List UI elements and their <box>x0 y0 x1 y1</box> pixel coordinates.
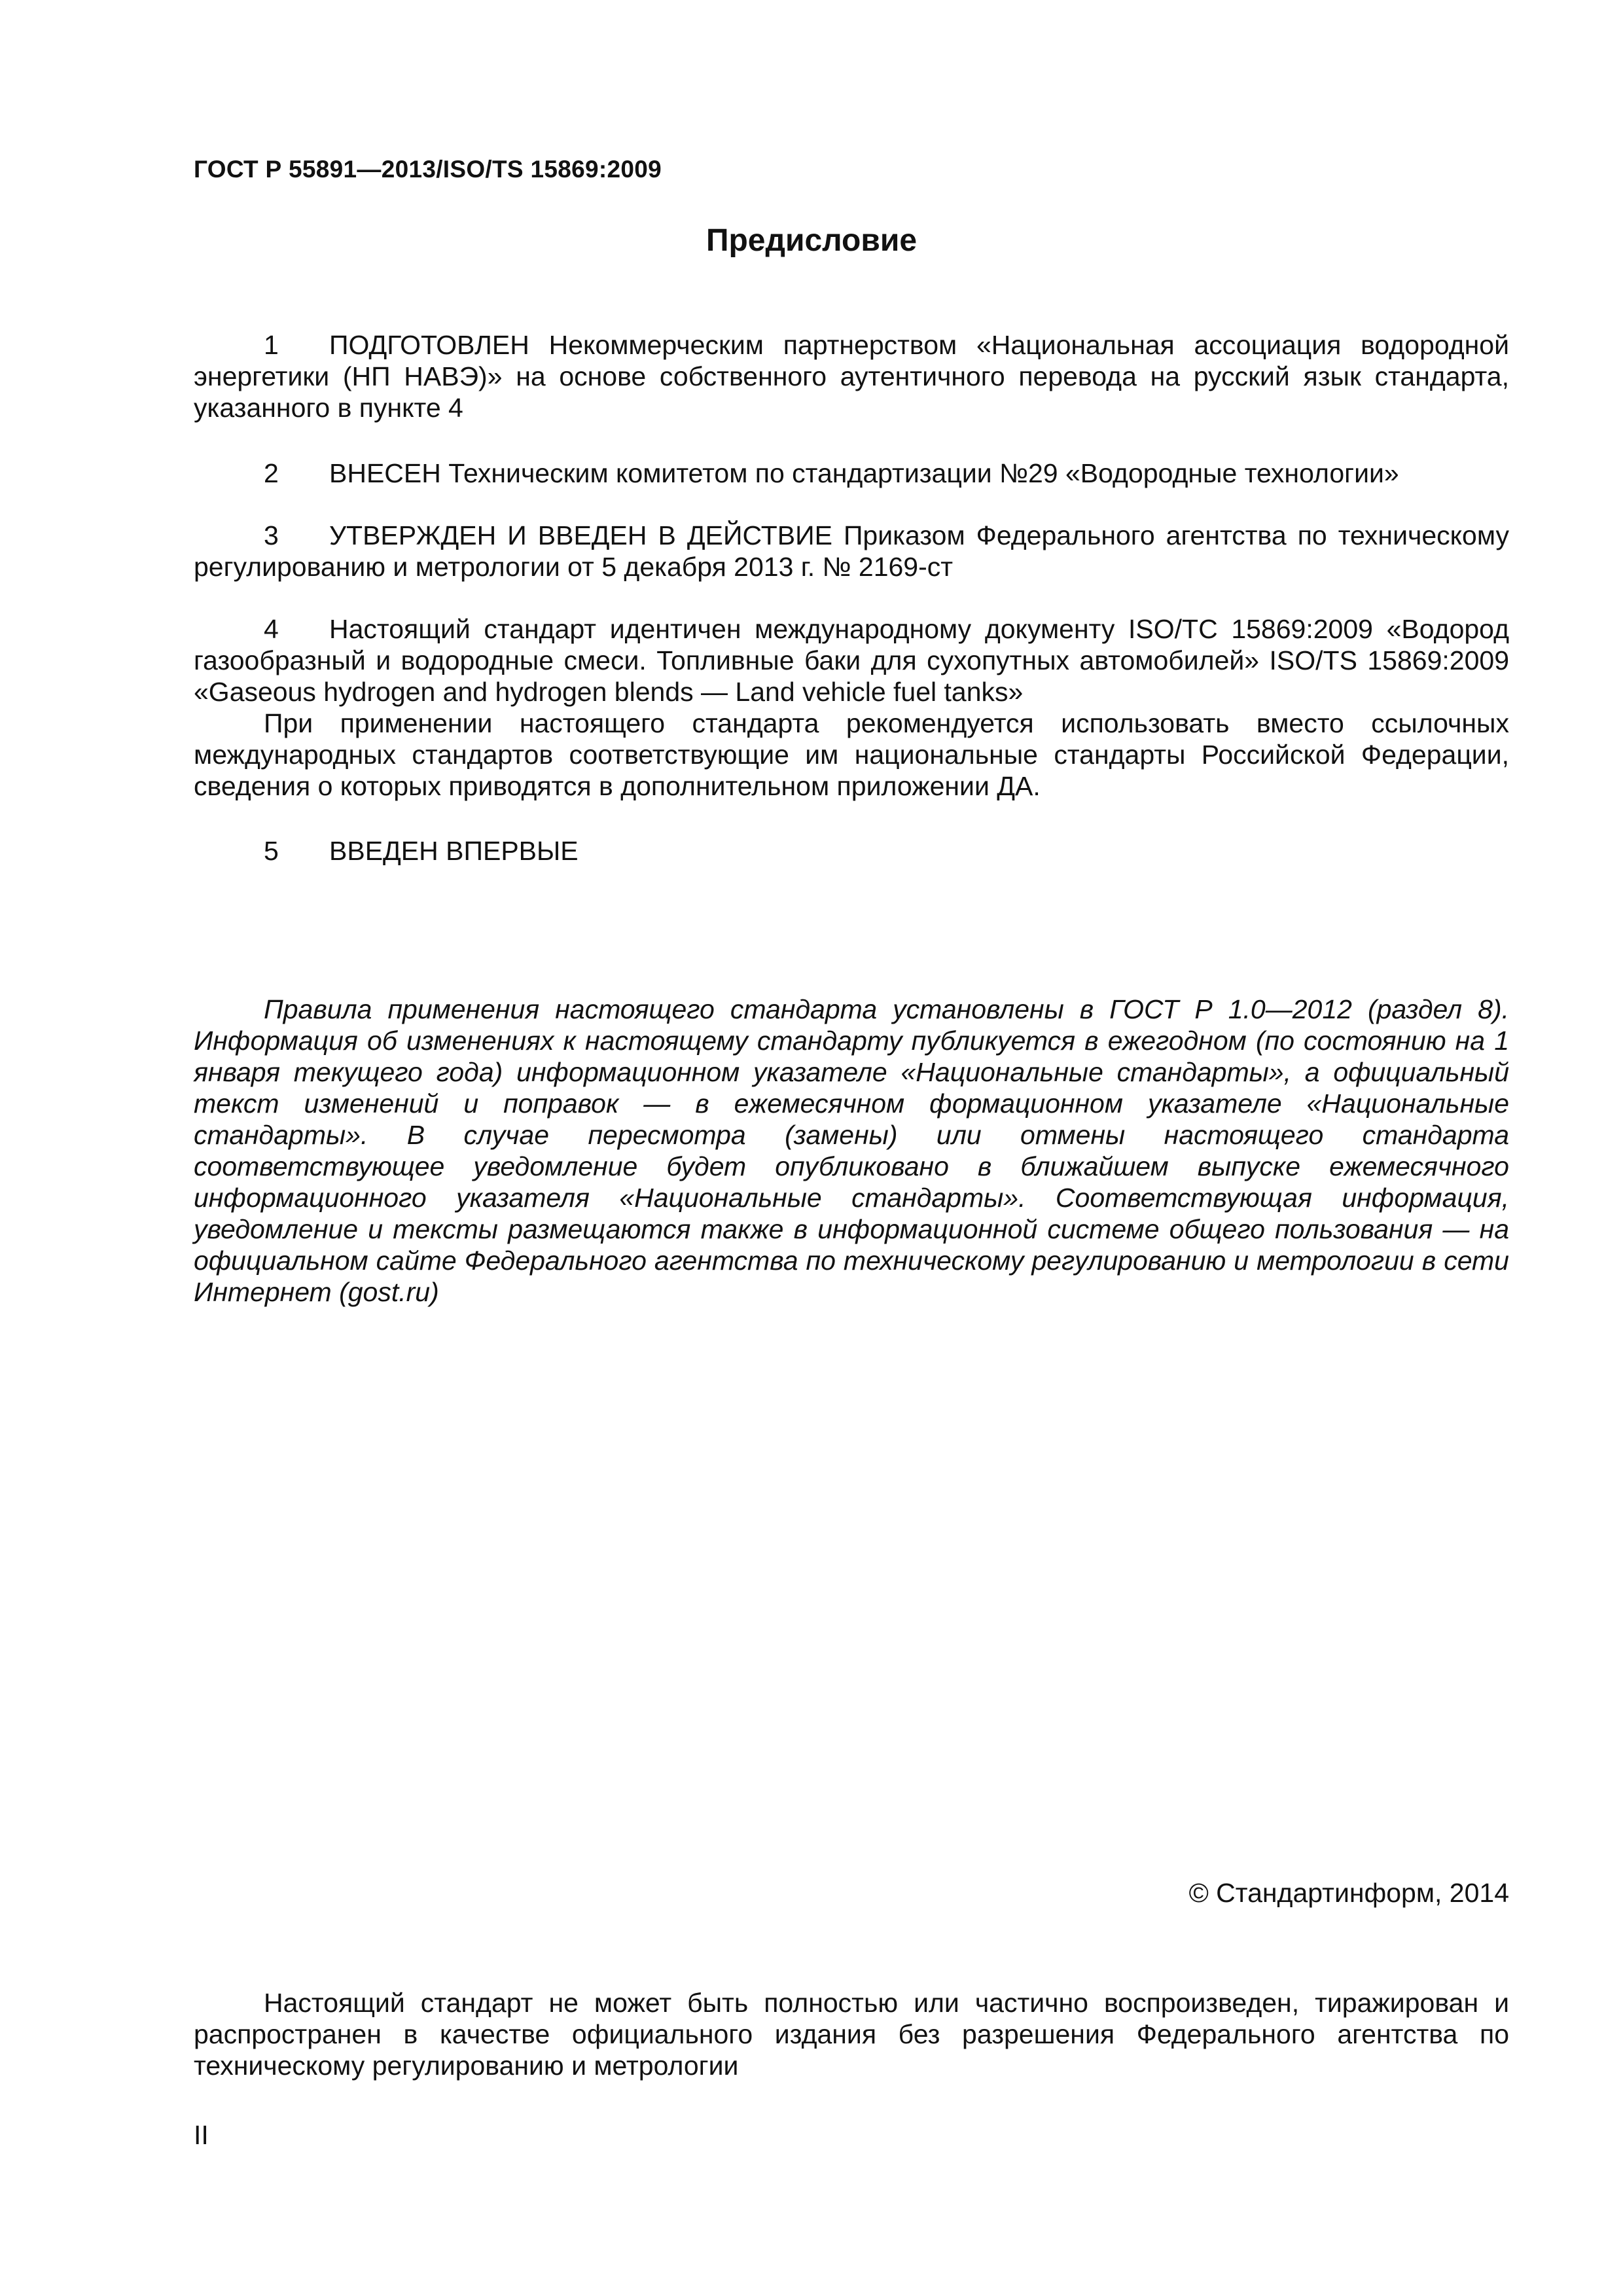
rules-notice: Правила применения настоящего стандарта установлены в ГОСТ Р 1.0—2012 (раздел 8). Информация об изменениях к настоящему стандарту публикуется в ежегодном (по состоянию на 1 января текущего года) информационном указателе «Национальные стандарты», а официальный текст изменений и поправок — в ежемесячном формационном указателе «Национальные стандарты». В случае пересмотра (замены) или отмены настоящего стандарта соответствующее уведомление будет опубликовано в ближайшем выпуске ежемесячного информационного указателя «Национальные стандарты». Соответствующая информация, уведомление и тексты размещаются также в информационной системе общего пользования — на официальном сайте Федерального агентства по техническому регулированию и метрологии в сети Интернет (gost.ru) <box>194 994 1509 1307</box>
foreword-item-text: ПОДГОТОВЛЕН Некоммерческим партнерством «Национальная ассоциация водородной энергетики (НП НАВЭ)» на основе собственного аутентичного перевода на русский язык стандарта, указанного в пункте 4 <box>194 330 1509 423</box>
foreword-item-text: Настоящий стандарт идентичен международному документу ISO/TC 15869:2009 «Водород газообразный и водородные смеси. Топливные баки для сухопутных автомобилей» ISO/TS 15869:2009 «Gaseous hydrogen and hydrogen blends — Land vehicle fuel tanks» <box>194 614 1509 707</box>
foreword-item-number: 3 <box>264 520 279 550</box>
foreword-item-1 <box>194 329 1509 423</box>
page-title: Предисловие <box>705 223 918 258</box>
foreword-item-number: 1 <box>264 330 279 360</box>
page-number: II <box>194 2120 209 2150</box>
foreword-item-number: 2 <box>264 458 279 488</box>
foreword-item-number: 5 <box>264 836 279 866</box>
foreword-item-5 <box>194 835 1509 867</box>
standard-code-header: ГОСТ Р 55891—2013/ISO/TS 15869:2009 <box>194 156 662 183</box>
foreword-item-text: УТВЕРЖДЕН И ВВЕДЕН В ДЕЙСТВИЕ Приказом Федерального агентства по техническому регулированию и метрологии от 5 декабря 2013 г. № 2169-ст <box>194 520 1509 582</box>
reproduction-notice: Настоящий стандарт не может быть полностью или частично воспроизведен, тиражирован и распространен в качестве официального издания без разрешения Федерального агентства по техническому регулированию и метрологии <box>194 1988 1509 2081</box>
foreword-item-4 <box>194 613 1509 708</box>
foreword-item-2 <box>194 457 1509 489</box>
item-4-note: При применении настоящего стандарта рекомендуется использовать вместо ссылочных международных стандартов соответствующие им национальные стандарты Российской Федерации, сведения о которых приводятся в дополнительном приложении ДА. <box>194 708 1509 801</box>
foreword-item-number: 4 <box>264 614 279 644</box>
foreword-item-text: ВВЕДЕН ВПЕРВЫЕ <box>329 836 579 866</box>
copyright-notice: © Стандартинформ, 2014 <box>1188 1878 1509 1908</box>
foreword-item-3 <box>194 520 1509 583</box>
foreword-item-text: ВНЕСЕН Техническим комитетом по стандартизации №29 «Водородные технологии» <box>329 458 1399 488</box>
